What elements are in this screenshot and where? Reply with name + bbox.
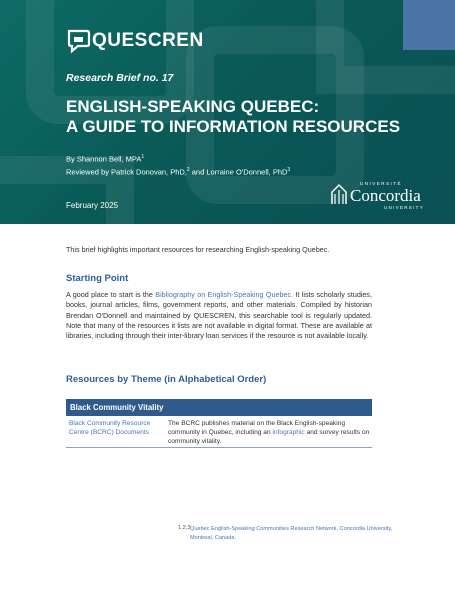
author-line: By Shannon Bell, MPA$^1$	[66, 154, 145, 164]
brief-number: Research Brief no. 17	[66, 72, 174, 84]
corner-accent-block	[403, 0, 455, 50]
footnote-text: Quebec English-Speaking Communities Research Network, Concordia University, Montreal, Canada.	[190, 526, 393, 541]
reviewer-line: Reviewed by Patrick Donovan, PhD,$^2$ and Lorraine O'Donnell, PhD$^3$	[66, 166, 291, 176]
logo-text: QUESCREN	[92, 30, 204, 51]
title-line-1: ENGLISH-SPEAKING QUEBEC:	[66, 97, 320, 116]
university-name: Concordia	[350, 186, 421, 205]
speech-bubble-logo-icon	[66, 28, 92, 54]
themes-heading: Resources by Theme (in Alphabetical Order)	[66, 374, 267, 385]
theme-header: Black Community Vitality	[66, 399, 372, 416]
resource-description: The BCRC publishes material on the Black English-speaking community in Quebec, including an infographic and survey results on community vitality.	[168, 420, 370, 445]
starting-point-paragraph: A good place to start is the Bibliography on English-Speaking Quebec. It lists scholarly studies, books, journal articles, films, government reports, and other materials. Compiled by historian Brendan O'Donnell and maintained by QUESCREN, this searchable tool is regularly updated. Note that many of the resources it lists are not available in digital format. These are available at libraries, including through their inter-library loan services if the resource is not available locally.	[66, 290, 373, 341]
resource-table	[66, 399, 372, 448]
quescren-logo	[66, 28, 204, 54]
title-line-2: A GUIDE TO INFORMATION RESOURCES	[66, 117, 401, 136]
intro-text: This brief highlights important resources for researching English-speaking Quebec.	[66, 245, 330, 254]
publication-date: February 2025	[66, 201, 119, 210]
concordia-crest-icon	[330, 182, 348, 206]
infographic-link[interactable]: infographic	[272, 429, 305, 436]
page-title	[66, 97, 426, 137]
footnote	[178, 525, 410, 543]
bibliography-link[interactable]: Bibliography on English-Speaking Quebec.	[155, 290, 294, 299]
byline	[66, 152, 290, 177]
table-row	[66, 416, 372, 448]
footnote-marks: 1,2,3	[178, 525, 191, 531]
resource-name-link[interactable]: Black Community Resource Centre (BCRC) Documents	[69, 420, 151, 436]
cover-header	[0, 0, 455, 224]
starting-point-heading: Starting Point	[66, 273, 129, 284]
university-top-text: UNIVERSITÉ	[360, 181, 403, 186]
university-bottom-text: UNIVERSITY	[384, 205, 425, 210]
